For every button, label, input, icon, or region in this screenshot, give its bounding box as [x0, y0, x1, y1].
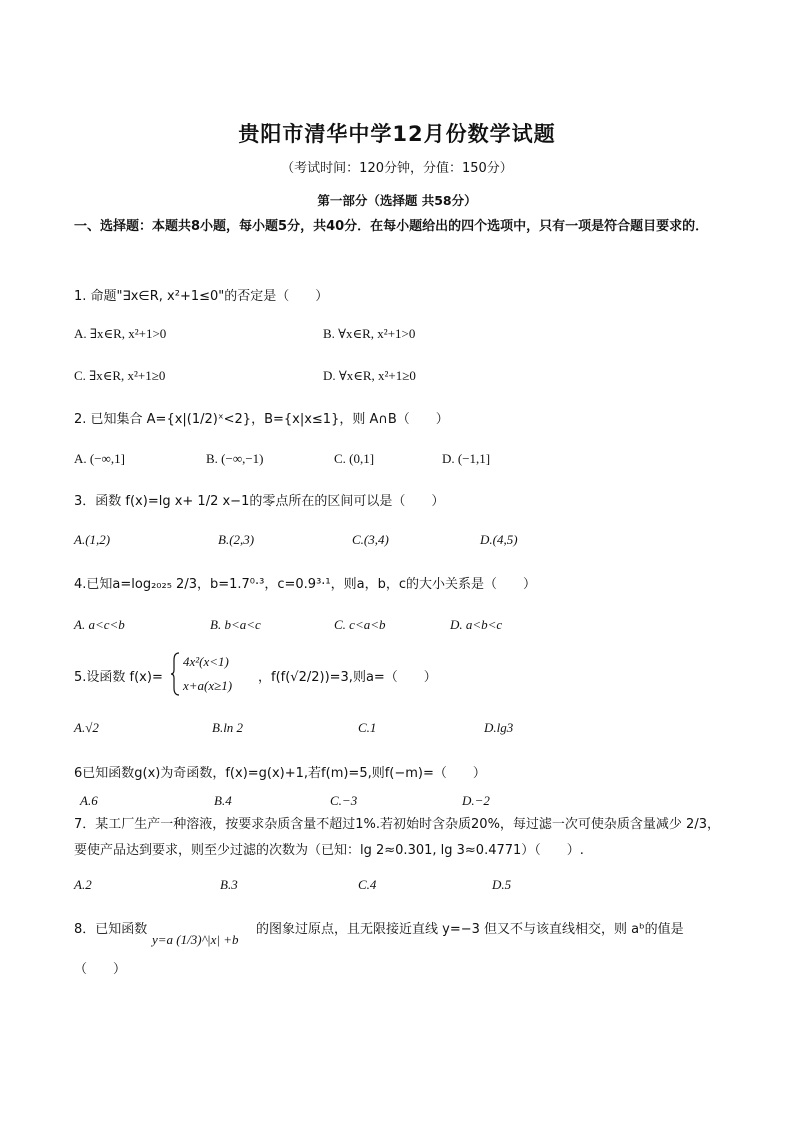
question-3-option-c: C.(3,4) — [352, 532, 389, 547]
question-3-option-a: A.(1,2) — [74, 532, 111, 547]
question-7-option-c: C.4 — [358, 877, 377, 892]
question-4-option-b: B. b<a<c — [210, 617, 261, 632]
piecewise-brace — [170, 652, 180, 696]
question-4-option-a: A. a<c<b — [74, 617, 125, 632]
question-2-option-c: C. (0,1] — [334, 451, 375, 466]
question-8-stem-a: 8．已知函数 — [74, 922, 148, 937]
question-7-option-b: B.3 — [220, 877, 238, 892]
question-5-stem-suffix: ，f(f(√2/2))=3,则a=（ ） — [258, 670, 437, 685]
question-8-stem-c: （ ） — [74, 962, 127, 977]
question-1-option-a: A. ∃x∈R, x²+1>0 — [74, 326, 167, 341]
question-2-option-b: B. (−∞,−1) — [206, 451, 264, 466]
question-8-formula: y=a (1/3)^|x| +b — [152, 932, 239, 947]
question-3-stem: 3．函数 f(x)=lg x+ 1/2 x−1的零点所在的区间可以是（ ） — [74, 494, 445, 509]
question-5-case-1: 4x²(x<1) — [183, 654, 229, 669]
question-8-stem-b: 的图象过原点，且无限接近直线 y=−3 但又不与该直线相交，则 aᵇ的值是 — [256, 922, 684, 937]
question-2-option-d: D. (−1,1] — [442, 451, 491, 466]
question-6-option-d: D.−2 — [462, 793, 490, 808]
question-3-option-b: B.(2,3) — [218, 532, 255, 547]
question-5-option-d: D.lg3 — [484, 720, 514, 735]
question-1-stem: 1. 命题"∃x∈R, x²+1≤0"的否定是（ ） — [74, 289, 329, 304]
question-6-stem: 6已知函数g(x)为奇函数，f(x)=g(x)+1,若f(m)=5,则f(−m)=（ ） — [74, 766, 486, 781]
question-5-option-b: B.ln 2 — [212, 720, 244, 735]
question-5-case-2: x+a(x≥1) — [183, 678, 233, 693]
question-2-stem: 2. 已知集合 A={x|(1/2)ˣ<2}，B={x|x≤1}，则 A∩B（ ） — [74, 412, 449, 427]
question-5-option-a: A.√2 — [74, 720, 99, 735]
question-4-stem: 4.已知a=log₂₀₂₅ 2/3，b=1.7⁰·³，c=0.9³·¹，则a，b，c的大小关系是（ ） — [74, 577, 536, 592]
question-7-option-a: A.2 — [74, 877, 92, 892]
question-2-option-a: A. (−∞,1] — [74, 451, 125, 466]
exam-title: 贵阳市清华中学12月份数学试题 — [238, 122, 556, 146]
part-heading: 第一部分（选择题 共58分） — [317, 193, 477, 208]
question-4-option-c: C. c<a<b — [334, 617, 386, 632]
question-5-stem-prefix: 5.设函数 f(x)= — [74, 670, 163, 685]
exam-subtitle: （考试时间：120分钟，分值：150分） — [281, 161, 513, 176]
question-1-option-c: C. ∃x∈R, x²+1≥0 — [74, 368, 166, 383]
question-7-stem: 7．某工厂生产一种溶液，按要求杂质含量不超过1%.若初始时含杂质20%，每过滤一次可使杂质含量减少 2/3，要使产品达到要求，则至少过滤的次数为（已知：lg 2≈0.301, lg 3≈0.4771）（ ）. — [74, 817, 720, 858]
question-1-option-d: D. ∀x∈R, x²+1≥0 — [323, 368, 416, 383]
question-5-option-c: C.1 — [358, 720, 377, 735]
question-6-option-c: C.−3 — [330, 793, 358, 808]
question-7-option-d: D.5 — [492, 877, 512, 892]
question-3-option-d: D.(4,5) — [480, 532, 518, 547]
question-6-option-b: B.4 — [214, 793, 232, 808]
question-6-option-a: A.6 — [80, 793, 98, 808]
section-instructions: 一、选择题：本题共8小题，每小题5分，共40分．在每小题给出的四个选项中，只有一项是符合题目要求的． — [74, 219, 709, 234]
question-4-option-d: D. a<b<c — [450, 617, 503, 632]
question-1-option-b: B. ∀x∈R, x²+1>0 — [323, 326, 416, 341]
